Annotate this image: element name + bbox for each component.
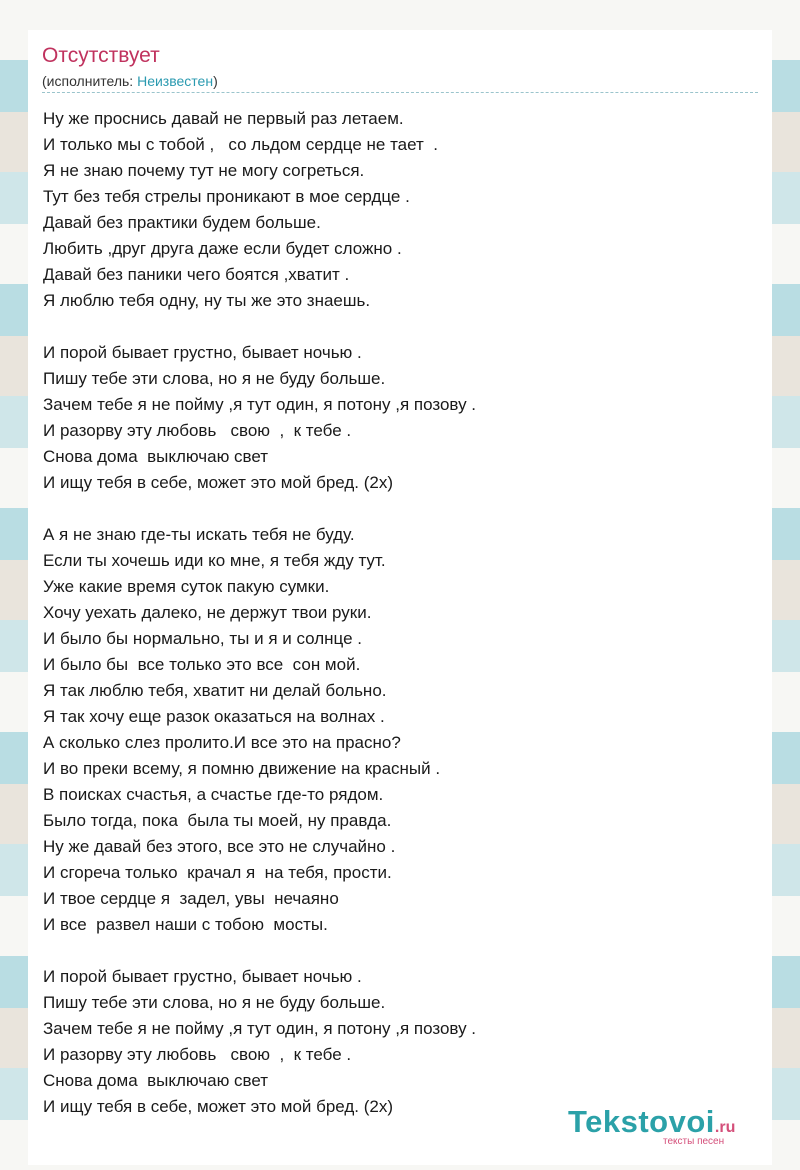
artist-suffix: ) xyxy=(213,73,218,89)
site-logo[interactable] xyxy=(568,1104,778,1154)
lyric-line: Зачем тебе я не пойму ,я тут один, я потону ,я позову . xyxy=(43,395,477,414)
lyric-line: Тут без тебя стрелы проникают в мое сердце . xyxy=(43,187,410,206)
lyric-line: А сколько слез пролито.И все это на прасно? xyxy=(43,733,401,752)
lyric-line xyxy=(43,314,763,340)
song-title: Отсутствует xyxy=(42,44,160,67)
lyric-line: И порой бывает грустно, бывает ночью . xyxy=(43,967,362,986)
title-divider xyxy=(42,92,758,93)
lyric-line: А я не знаю где-ты искать тебя не буду. xyxy=(43,525,355,544)
lyric-line: Я не знаю почему тут не могу согреться. xyxy=(43,161,365,180)
lyric-line: И было бы нормально, ты и я и солнце . xyxy=(43,629,362,648)
lyric-line: Пишу тебе эти слова, но я не буду больше. xyxy=(43,993,386,1012)
lyric-line: Уже какие время суток пакую сумки. xyxy=(43,577,330,596)
lyric-line: Давай без практики будем больше. xyxy=(43,213,321,232)
lyric-line: Снова дома выключаю свет xyxy=(43,447,269,466)
lyric-line: Пишу тебе эти слова, но я не буду больше. xyxy=(43,369,386,388)
lyric-line: Ну же проснись давай не первый раз летаем. xyxy=(43,109,404,128)
lyric-line: И только мы с тобой , со льдом сердце не тает . xyxy=(43,135,438,154)
lyric-line: И во преки всему, я помню движение на красный . xyxy=(43,759,441,778)
lyric-line: Я так люблю тебя, хватит ни делай больно. xyxy=(43,681,387,700)
lyric-line: Давай без паники чего боятся ,хватит . xyxy=(43,265,350,284)
lyric-line: И порой бывает грустно, бывает ночью . xyxy=(43,343,362,362)
lyric-line: И ищу тебя в себе, может это мой бред. (2х) xyxy=(43,1097,394,1116)
logo-tagline: тексты песен xyxy=(663,1136,725,1147)
lyric-line xyxy=(43,496,763,522)
artist-prefix: (исполнитель: xyxy=(42,73,138,89)
lyric-line: И все развел наши с тобою мосты. xyxy=(43,915,328,934)
lyric-line: Ну же давай без этого, все это не случайно . xyxy=(43,837,396,856)
lyric-line: Хочу уехать далеко, не держут твои руки. xyxy=(43,603,372,622)
artist-link[interactable]: Неизвестен xyxy=(137,73,214,89)
lyric-line: Если ты хочешь иди ко мне, я тебя жду тут. xyxy=(43,551,386,570)
artist-line xyxy=(42,73,218,89)
logo-tld-text: .ru xyxy=(714,1119,736,1136)
lyric-line: Я люблю тебя одну, ну ты же это знаешь. xyxy=(43,291,371,310)
lyric-line: Зачем тебе я не пойму ,я тут один, я потону ,я позову . xyxy=(43,1019,477,1038)
lyric-line xyxy=(43,938,763,964)
lyric-line: В поисках счастья, а счастье где-то рядом. xyxy=(43,785,384,804)
lyric-line: И разорву эту любовь свою , к тебе . xyxy=(43,421,352,440)
lyrics-block xyxy=(43,106,763,1120)
lyric-line: И было бы все только это все сон мой. xyxy=(43,655,361,674)
lyric-line: И сгореча только крачал я на тебя, прости. xyxy=(43,863,392,882)
lyric-line: Я так хочу еще разок оказаться на волнах . xyxy=(43,707,385,726)
lyric-line: Было тогда, пока была ты моей, ну правда. xyxy=(43,811,392,830)
lyric-line: И разорву эту любовь свою , к тебе . xyxy=(43,1045,352,1064)
logo-main-text: Tekstovoi xyxy=(568,1104,715,1139)
lyric-line: И ищу тебя в себе, может это мой бред. (2х) xyxy=(43,473,394,492)
lyric-line: Любить ,друг друга даже если будет сложно . xyxy=(43,239,402,258)
lyric-line: И твое сердце я задел, увы нечаяно xyxy=(43,889,339,908)
lyric-line: Снова дома выключаю свет xyxy=(43,1071,269,1090)
